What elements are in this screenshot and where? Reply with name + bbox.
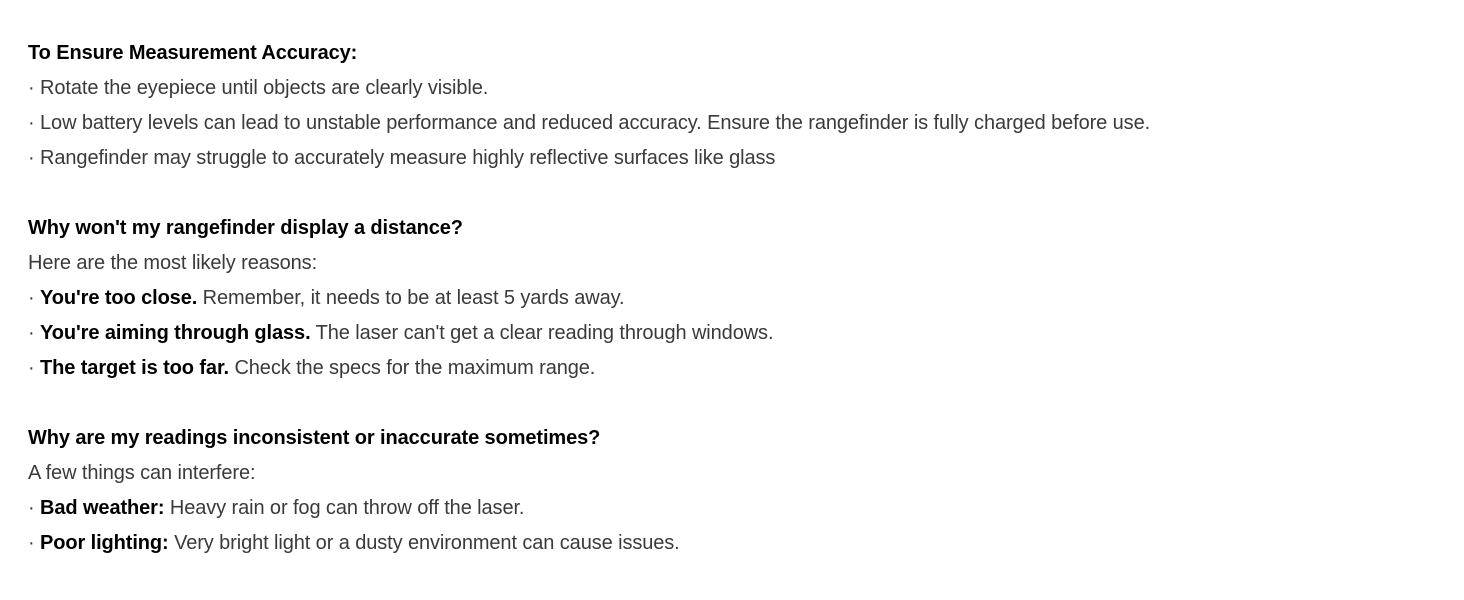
list-item-text: Rotate the eyepiece until objects are clearly visible. bbox=[40, 77, 489, 99]
section-spacer bbox=[28, 386, 1448, 421]
section-measurement-accuracy bbox=[28, 36, 1448, 176]
section-heading: Why won't my rangefinder display a distance? bbox=[28, 217, 463, 239]
list-item-text: Low battery levels can lead to unstable performance and reduced accuracy. Ensure the rangefinder is fully charged before use. bbox=[40, 112, 1151, 134]
list-item-text: Heavy rain or fog can throw off the laser. bbox=[164, 497, 525, 519]
list-item-text: Rangefinder may struggle to accurately measure highly reflective surfaces like glass bbox=[40, 147, 776, 169]
list-item bbox=[28, 316, 1448, 351]
section-spacer bbox=[28, 176, 1448, 211]
list-item-text: Very bright light or a dusty environment can cause issues. bbox=[168, 532, 680, 554]
bullet-mark: · bbox=[28, 77, 35, 99]
list-item bbox=[28, 106, 1448, 141]
list-item bbox=[28, 491, 1448, 526]
list-item bbox=[28, 281, 1448, 316]
list-item-strong: You're too close. bbox=[40, 287, 198, 309]
section-heading: To Ensure Measurement Accuracy: bbox=[28, 42, 358, 64]
list-item-text: The laser can't get a clear reading through windows. bbox=[310, 322, 774, 344]
section-intro: A few things can interfere: bbox=[28, 462, 256, 484]
list-item bbox=[28, 526, 1448, 561]
list-item-strong: Poor lighting: bbox=[40, 532, 169, 554]
list-item bbox=[28, 71, 1448, 106]
bullet-mark: · bbox=[28, 497, 35, 519]
section-no-distance bbox=[28, 211, 1448, 386]
list-item-strong: Bad weather: bbox=[40, 497, 165, 519]
list-item-strong: You're aiming through glass. bbox=[40, 322, 311, 344]
bullet-mark: · bbox=[28, 112, 35, 134]
section-intro: Here are the most likely reasons: bbox=[28, 252, 318, 274]
list-item bbox=[28, 141, 1448, 176]
list-item bbox=[28, 351, 1448, 386]
list-item-text: Check the specs for the maximum range. bbox=[228, 357, 596, 379]
section-inconsistent-readings bbox=[28, 421, 1448, 561]
bullet-mark: · bbox=[28, 322, 35, 344]
bullet-mark: · bbox=[28, 532, 35, 554]
section-heading: Why are my readings inconsistent or inaccurate sometimes? bbox=[28, 427, 601, 449]
bullet-mark: · bbox=[28, 147, 35, 169]
list-item-text: Remember, it needs to be at least 5 yards away. bbox=[197, 287, 625, 309]
faq-content bbox=[28, 36, 1448, 561]
list-item-strong: The target is too far. bbox=[40, 357, 229, 379]
bullet-mark: · bbox=[28, 357, 35, 379]
bullet-mark: · bbox=[28, 287, 35, 309]
